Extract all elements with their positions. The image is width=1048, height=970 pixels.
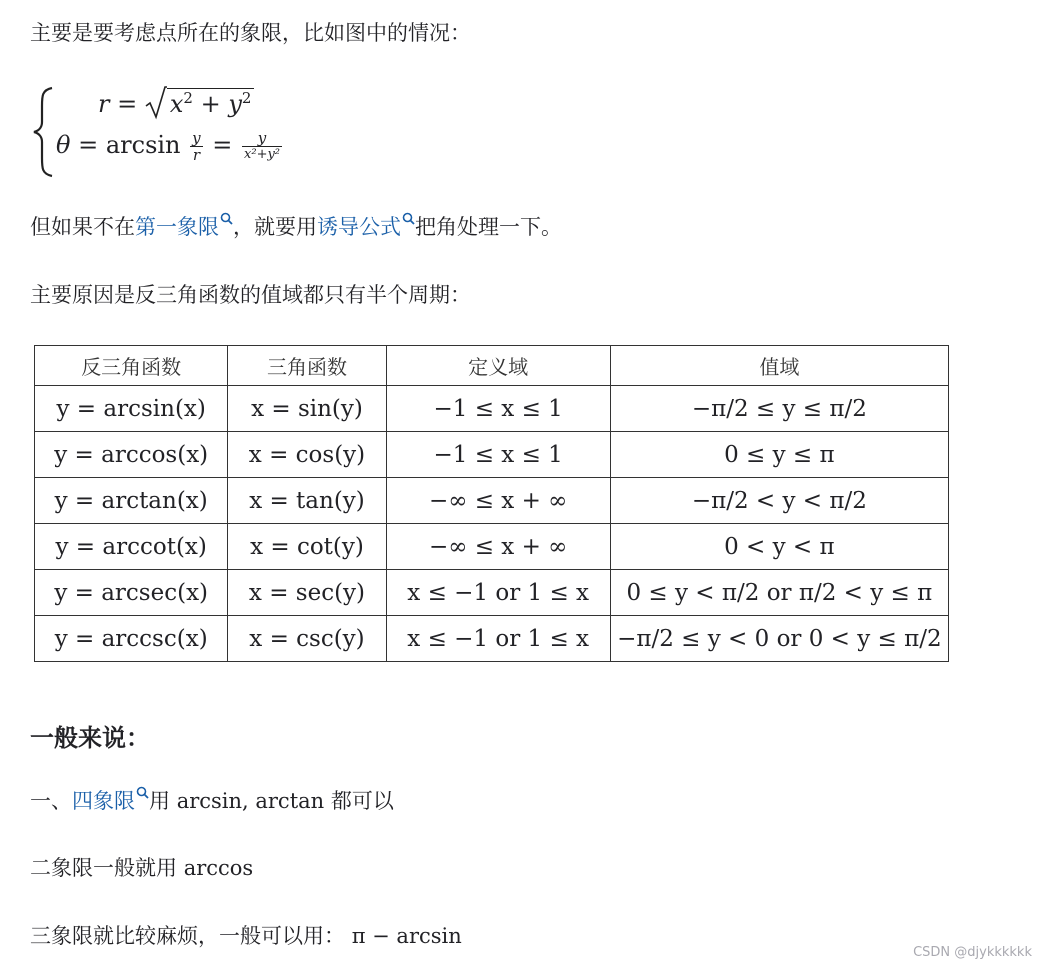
table-cell: x = cot(y) — [228, 524, 386, 570]
table-row — [35, 432, 949, 478]
first-quadrant-link[interactable]: 第一象限 — [135, 215, 219, 239]
list-item-quadrant-4: 一、四象限 用 arcsin, arctan 都可以 — [30, 786, 394, 816]
quadrant-note: 但如果不在第一象限 ，就要用诱导公式 把角处理一下。 — [30, 212, 562, 242]
induction-formula-link[interactable]: 诱导公式 — [317, 215, 401, 239]
sqrt-expression: $x^2 + y^2$ — [145, 88, 255, 118]
table-cell: −1 ≤ x ≤ 1 — [386, 386, 610, 432]
table-cell: y = arcsin(x) — [35, 386, 228, 432]
table-cell: 0 ≤ y ≤ π — [610, 432, 948, 478]
table-cell: y = arccsc(x) — [35, 616, 228, 662]
table-cell: y = arcsec(x) — [35, 570, 228, 616]
formula-line-theta: θ = arcsin $\frac{y}{r}$ = $\frac{y}{\text{x²+y²}}$ — [56, 129, 281, 164]
table-cell: −1 ≤ x ≤ 1 — [386, 432, 610, 478]
header-range: 值域 — [610, 346, 948, 386]
table-cell: x = csc(y) — [228, 616, 386, 662]
table-row — [35, 524, 949, 570]
search-icon[interactable] — [402, 212, 415, 225]
table-cell: x = tan(y) — [228, 478, 386, 524]
header-inverse-fn: 反三角函数 — [35, 346, 228, 386]
table-cell: −∞ ≤ x + ∞ — [386, 524, 610, 570]
table-row — [35, 478, 949, 524]
table-cell: 0 < y < π — [610, 524, 948, 570]
section-heading: 一般来说： — [30, 724, 150, 752]
csdn-watermark: CSDN @djykkkkkk — [913, 945, 1032, 960]
table-row — [35, 616, 949, 662]
table-cell: y = arccot(x) — [35, 524, 228, 570]
table-row — [35, 570, 949, 616]
left-brace — [32, 86, 54, 178]
formula-line-r: r = $x^2 + y^2$ — [98, 88, 254, 118]
intro-text: 主要是要考虑点所在的象限，比如图中的情况： — [30, 21, 471, 45]
fraction-y-over-sum: $\frac{y}{\text{x²+y²}}$ — [244, 129, 281, 162]
table-cell: −∞ ≤ x + ∞ — [386, 478, 610, 524]
search-icon[interactable] — [136, 786, 149, 799]
header-domain: 定义域 — [386, 346, 610, 386]
fraction-y-over-r: $\frac{y}{r}$ — [192, 129, 201, 164]
header-trig-fn: 三角函数 — [228, 346, 386, 386]
inverse-trig-table — [34, 345, 949, 662]
table-cell: x ≤ −1 or 1 ≤ x — [386, 616, 610, 662]
reason-text: 主要原因是反三角函数的值域都只有半个周期： — [30, 283, 471, 307]
search-icon[interactable] — [220, 212, 233, 225]
table-cell: −π/2 ≤ y ≤ π/2 — [610, 386, 948, 432]
table-cell: −π/2 ≤ y < 0 or 0 < y ≤ π/2 — [610, 616, 948, 662]
table-cell: x = cos(y) — [228, 432, 386, 478]
table-cell: −π/2 < y < π/2 — [610, 478, 948, 524]
list-item-quadrant-3: 三象限就比较麻烦，一般可以用： π − arcsin — [30, 924, 462, 948]
table-row — [35, 386, 949, 432]
table-cell: 0 ≤ y < π/2 or π/2 < y ≤ π — [610, 570, 948, 616]
table-header-row — [35, 346, 949, 386]
polar-formula — [30, 82, 350, 182]
table-cell: x = sin(y) — [228, 386, 386, 432]
table-cell: x = sec(y) — [228, 570, 386, 616]
list-item-quadrant-2: 二象限一般就用 arccos — [30, 856, 254, 880]
table-cell: x ≤ −1 or 1 ≤ x — [386, 570, 610, 616]
table-cell: y = arccos(x) — [35, 432, 228, 478]
table-cell: y = arctan(x) — [35, 478, 228, 524]
four-quadrant-link[interactable]: 四象限 — [72, 789, 135, 813]
